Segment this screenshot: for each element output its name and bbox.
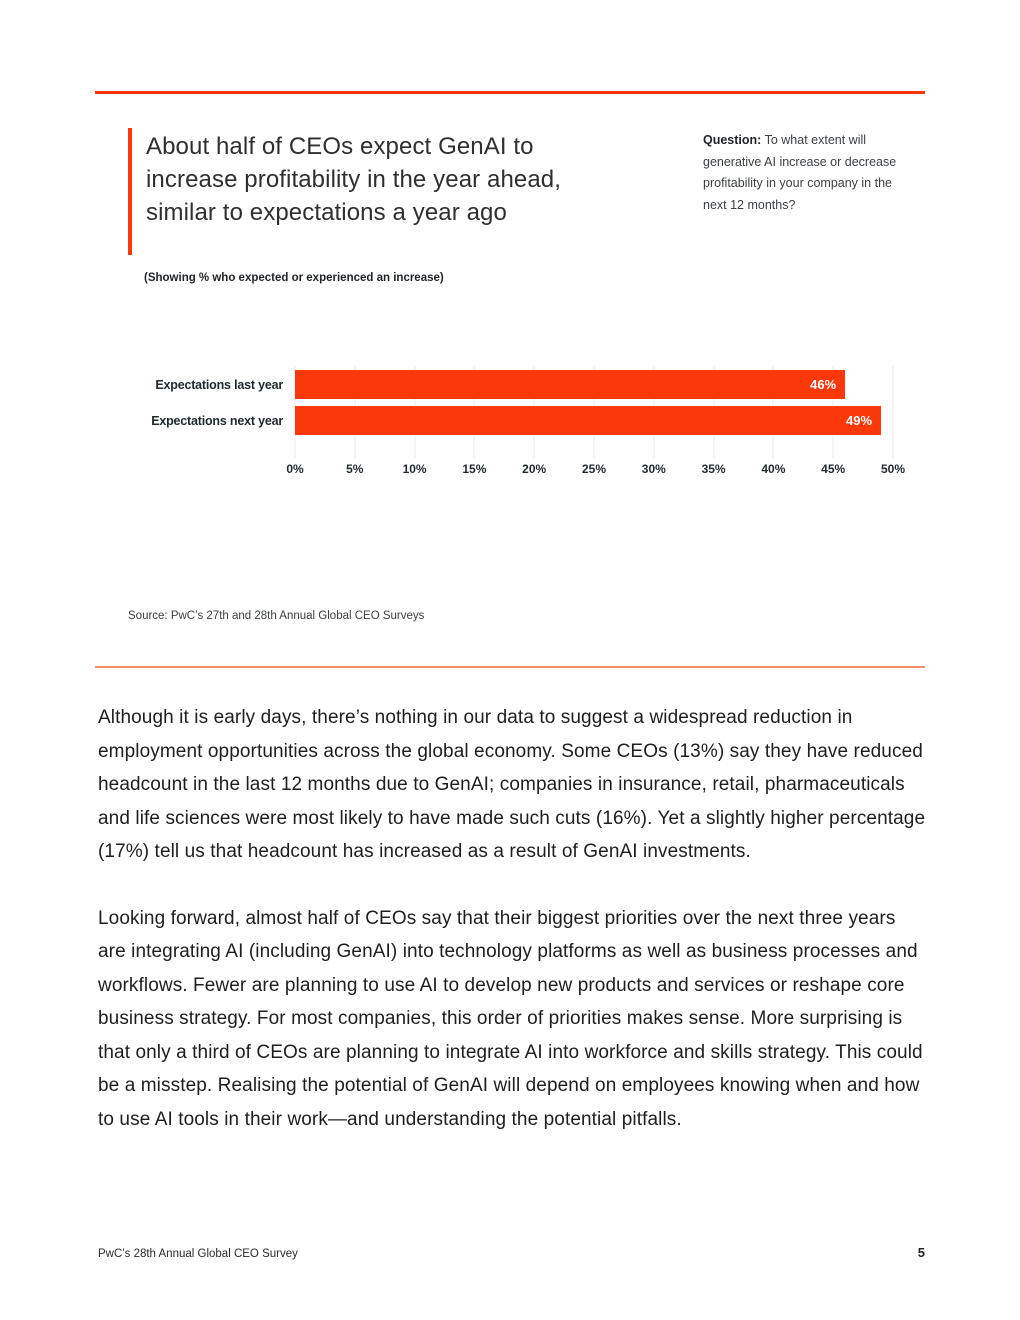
exhibit-title: About half of CEOs expect GenAI to increase profitability in the year ahead, similar to expectations a year ago (128, 128, 606, 255)
x-tick-label: 25% (581, 462, 607, 476)
bottom-divider-rule (95, 666, 925, 668)
survey-question-block (703, 130, 910, 216)
chart-subtitle: (Showing % who expected or experienced an increase) (144, 272, 444, 284)
body-paragraph-2: Looking forward, almost half of CEOs say that their biggest priorities over the next three years are integrating AI (including GenAI) into technology platforms as well as business processes and workflows. Fewer are planning to use AI to develop new products and services or reshape core business strategy. For most companies, this order of priorities makes sense. More surprising is that only a third of CEOs are planning to integrate AI into workforce and skills strategy. This could be a misstep. Realising the potential of GenAI will depend on employees knowing when and how to use AI tools in their work—and understanding the potential pitfalls. (98, 907, 923, 1130)
x-tick-label: 50% (880, 462, 906, 476)
x-tick-label: 15% (462, 462, 487, 476)
chart-bar-track (295, 406, 893, 435)
x-tick-label: 5% (346, 462, 364, 476)
chart-bar (295, 370, 845, 399)
x-tick-label: 30% (641, 462, 666, 476)
top-divider-rule (95, 91, 925, 94)
x-tick-label: 20% (522, 462, 547, 476)
chart-bar-track (295, 370, 893, 399)
chart-rows (128, 370, 893, 435)
chart-bar-value-label: 46% (810, 377, 837, 392)
x-tick-label: 45% (821, 462, 846, 476)
chart-category-label: Expectations next year (151, 413, 283, 428)
chart-x-axis (286, 462, 906, 478)
body-paragraph-1: Although it is early days, there’s nothing in our data to suggest a widespread reduction in employment opportunities across the global economy. Some CEOs (13%) say they have reduced headcount in the last 12 months due to GenAI; companies in insurance, retail, pharmaceuticals and life sciences were most likely to have made such cuts (16%). Yet a slightly higher percentage (17%) tell us that headcount has increased as a result of GenAI investments. (98, 707, 926, 862)
body-text (98, 701, 926, 1136)
question-label: Question: (703, 133, 762, 147)
chart-bar (295, 406, 881, 435)
chart-category-label: Expectations last year (155, 377, 283, 392)
chart-row (128, 406, 893, 435)
chart-bar-value-label: 49% (846, 413, 873, 428)
bar-chart (128, 370, 906, 485)
x-tick-label: 35% (701, 462, 726, 476)
x-tick-label: 0% (286, 462, 304, 476)
source-note: Source: PwC’s 27th and 28th Annual Global CEO Surveys (128, 610, 425, 622)
chart-row (128, 370, 893, 399)
x-tick-label: 10% (402, 462, 427, 476)
footer-report-title: PwC’s 28th Annual Global CEO Survey (98, 1248, 298, 1260)
footer-page-number: 5 (917, 1245, 925, 1260)
page-footer (98, 1245, 925, 1260)
x-tick-label: 40% (761, 462, 786, 476)
question-text: To what extent will generative AI increase or decrease profitability in your company in the next 12 months? (703, 133, 897, 212)
